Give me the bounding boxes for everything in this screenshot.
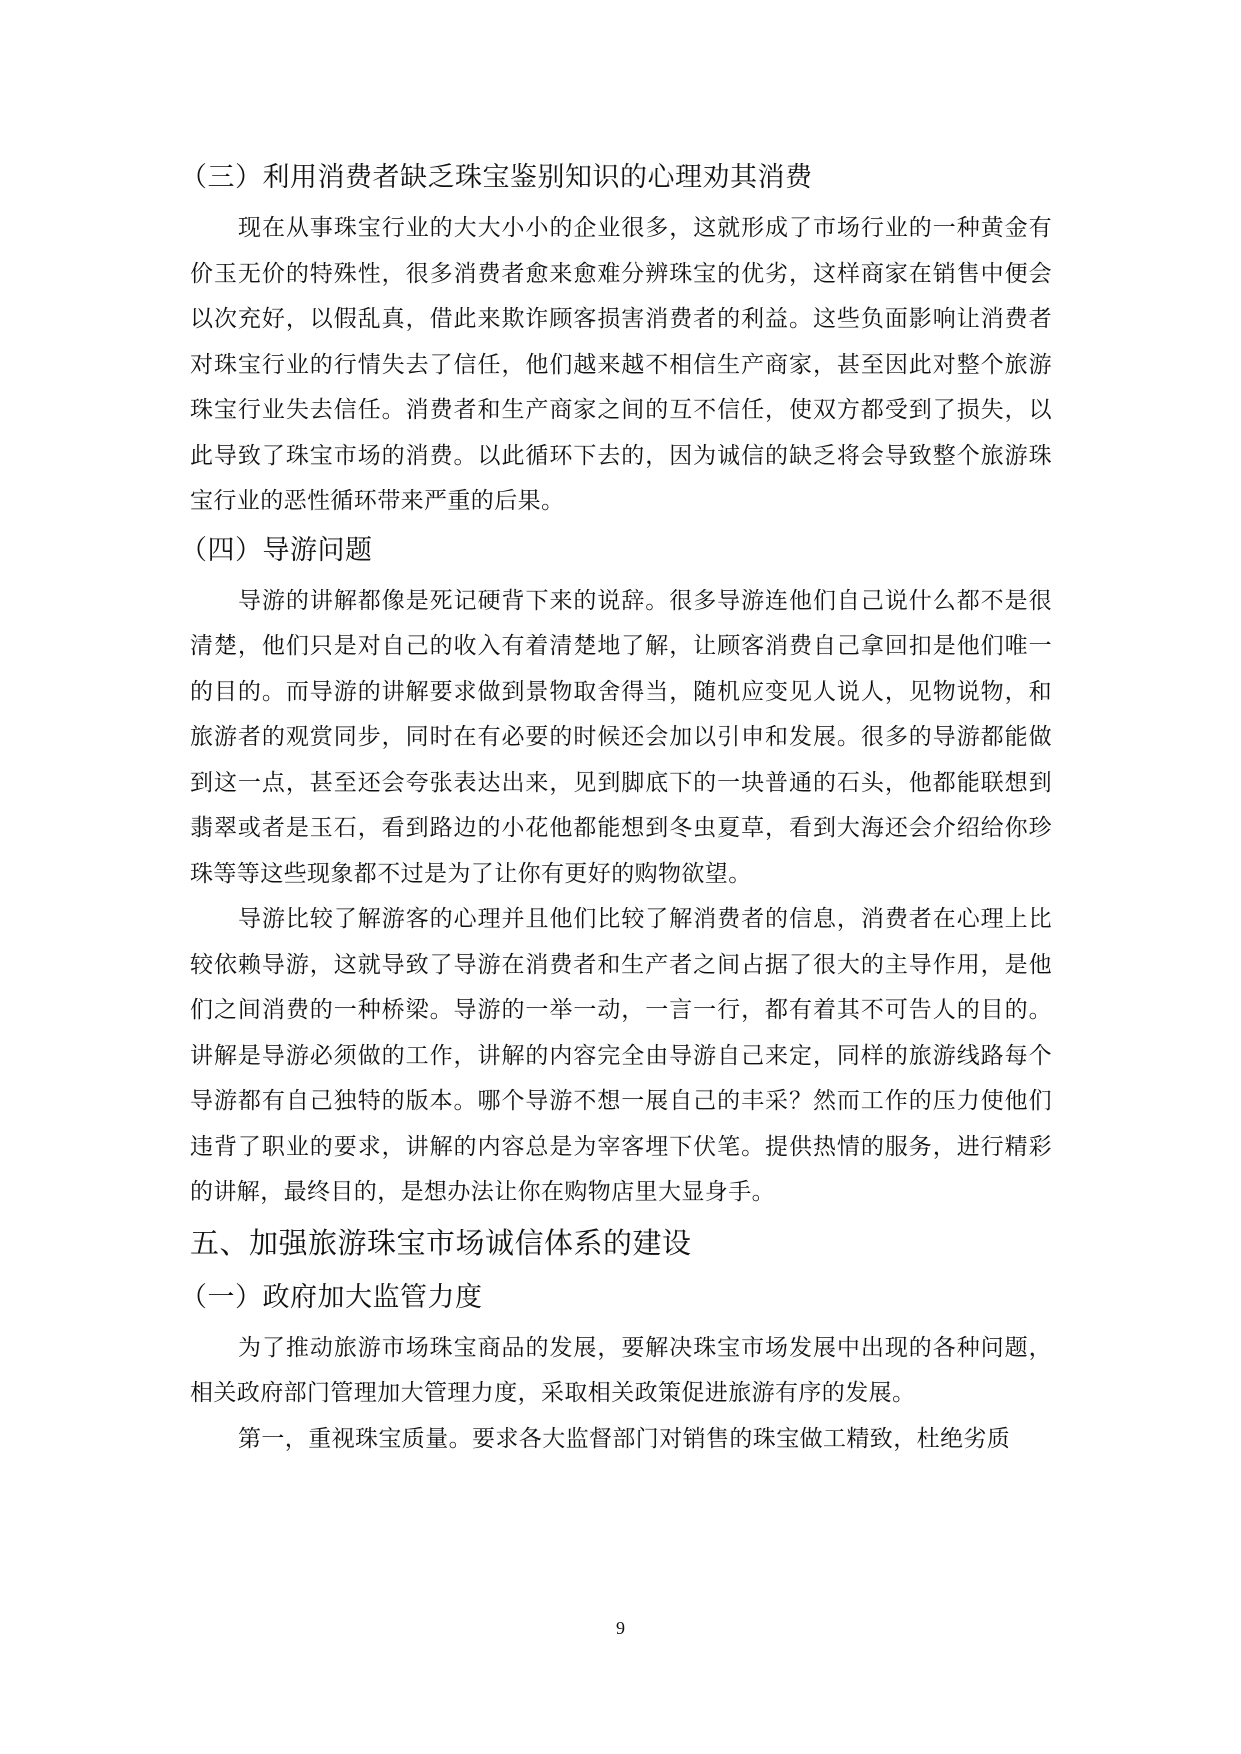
section-heading-4: （四）导游问题 — [180, 534, 373, 566]
page-body — [180, 156, 1052, 1462]
page-number: 9 — [616, 1618, 625, 1638]
subsection-heading-1: （一）政府加大监管力度 — [180, 1281, 483, 1313]
body-paragraph: 为了推动旅游市场珠宝商品的发展，要解决珠宝市场发展中出现的各种问题，相关政府部门管理加大管理力度，采取相关政策促进旅游有序的发展。 — [190, 1334, 1052, 1406]
body-paragraph: 导游比较了解游客的心理并且他们比较了解消费者的信息，消费者在心理上比较依赖导游，这就导致了导游在消费者和生产者之间占据了很大的主导作用，是他们之间消费的一种桥梁。导游的一举一动，一言一行，都有着其不可告人的目的。讲解是导游必须做的工作，讲解的内容完全由导游自己来定，同样的旅游线路每个导游都有自己独特的版本。哪个导游不想一展自己的丰采？然而工作的压力使他们违背了职业的要求，讲解的内容总是为宰客埋下伏笔。提供热情的服务，进行精彩的讲解，最终目的，是想办法让你在购物店里大显身手。 — [190, 906, 1052, 1205]
body-paragraph: 第一，重视珠宝质量。要求各大监督部门对销售的珠宝做工精致，杜绝劣质 — [238, 1425, 1011, 1452]
chapter-heading-5: 五、加强旅游珠宝市场诚信体系的建设 — [190, 1225, 692, 1260]
body-paragraph: 现在从事珠宝行业的大大小小的企业很多，这就形成了市场行业的一种黄金有价玉无价的特殊性，很多消费者愈来愈难分辨珠宝的优劣，这样商家在销售中便会以次充好，以假乱真，借此来欺诈顾客损害消费者的利益。这些负面影响让消费者对珠宝行业的行情失去了信任，他们越来越不相信生产商家，甚至因此对整个旅游珠宝行业失去信任。消费者和生产商家之间的互不信任，使双方都受到了损失，以此导致了珠宝市场的消费。以此循环下去的，因为诚信的缺乏将会导致整个旅游珠宝行业的恶性循环带来严重的后果。 — [190, 215, 1052, 514]
section-heading-3: （三）利用消费者缺乏珠宝鉴别知识的心理劝其消费 — [180, 162, 813, 193]
body-paragraph: 导游的讲解都像是死记硬背下来的说辞。很多导游连他们自己说什么都不是很清楚，他们只是对自己的收入有着清楚地了解，让顾客消费自己拿回扣是他们唯一的目的。而导游的讲解要求做到景物取舍得当，随机应变见人说人，见物说物，和旅游者的观赏同步，同时在有必要的时候还会加以引申和发展。很多的导游都能做到这一点，甚至还会夸张表达出来，见到脚底下的一块普通的石头，他都能联想到翡翠或者是玉石，看到路边的小花他都能想到冬虫夏草，看到大海还会介绍给你珍珠等等这些现象都不过是为了让你有更好的购物欲望。 — [190, 587, 1052, 887]
